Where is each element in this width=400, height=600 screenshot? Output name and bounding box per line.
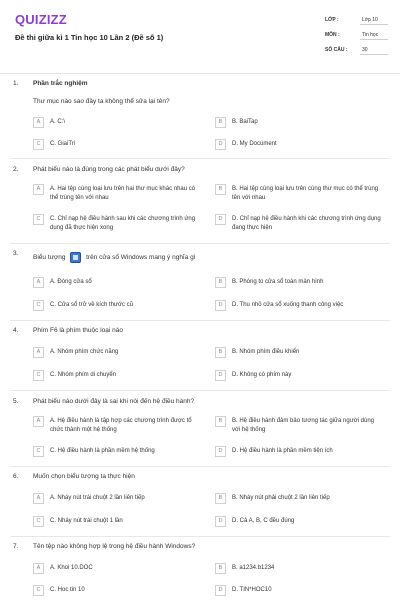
- option-letter-box: D: [215, 139, 226, 150]
- option-text: B. a1234.b1234: [232, 565, 275, 571]
- class-label: LỚP :: [325, 17, 339, 23]
- subject-underline: [360, 39, 388, 40]
- option-text: A. Đóng cửa sổ: [50, 279, 92, 285]
- option-text: C. Nhóm phím di chuyển: [50, 372, 117, 378]
- question-count-value: 30: [362, 47, 368, 53]
- option-letter-box: C: [33, 516, 44, 527]
- question-divider: [10, 158, 390, 159]
- option-text: D. Không có phím này: [232, 372, 292, 378]
- option-text: D. Thu nhỏ cửa sổ xuống thanh công việc: [232, 302, 344, 308]
- option-letter-box: A: [33, 117, 44, 128]
- option-text: A. Hai tệp cùng loại lưu trên hai thư mục khác nhau có thể trùng tên với nhau: [50, 186, 196, 201]
- question-number: 4.: [13, 327, 19, 334]
- option-letter-box: C: [33, 585, 44, 596]
- question-number: 5.: [13, 398, 19, 405]
- option-text: A. Nhóm phím chức năng: [50, 349, 119, 355]
- option-text: B. Hai tệp cùng loại lưu trên cùng thư mục có thể trùng tên với nhau: [232, 186, 379, 201]
- question-text-after: trên cửa sổ Windows mang ý nghĩa gì: [86, 254, 196, 262]
- question-text-before: Biểu tượng: [33, 254, 66, 262]
- class-underline: [360, 24, 388, 25]
- option-letter-box: D: [215, 214, 226, 225]
- question-divider: [10, 466, 390, 467]
- option-text: D. Cả A, B, C đều đúng: [232, 518, 295, 524]
- option-letter-box: D: [215, 516, 226, 527]
- option-letter-box: A: [33, 416, 44, 427]
- question-number: 3.: [13, 250, 19, 257]
- quizizz-logo: QUIZIZZ: [15, 12, 67, 27]
- subject-value: Tin học: [362, 32, 379, 38]
- option-text: A. Khoi 10.DOC: [50, 565, 93, 571]
- question-text: Phát biểu nào dưới đây là sai khi nói đến hệ điều hành?: [33, 398, 195, 405]
- option-text: B. Nháy nút phải chuột 2 lần liên tiếp: [232, 495, 330, 501]
- question-text: Phím F6 là phím thuộc loại nào: [33, 327, 123, 334]
- worksheet-title: Đề thi giữa kì 1 Tin học 10 Lần 2 (Đề số 1): [15, 33, 164, 42]
- option-text: B. Nhóm phím điều khiển: [232, 349, 300, 355]
- subject-label: MÔN :: [325, 32, 340, 38]
- question-divider: [10, 320, 390, 321]
- option-text: D. TIN*HOC10: [232, 587, 272, 593]
- option-text: C. GiaiTri: [50, 141, 76, 147]
- option-text: B. BaiTap: [232, 119, 258, 125]
- option-letter-box: A: [33, 277, 44, 288]
- question-count-underline: [360, 54, 388, 55]
- option-letter-box: B: [215, 347, 226, 358]
- option-text: C. Hệ điều hành là phần mềm hệ thống: [50, 448, 155, 454]
- question-divider: [10, 536, 390, 537]
- question-count-label: SỐ CÂU :: [325, 47, 348, 53]
- option-letter-box: C: [33, 214, 44, 225]
- option-text: D. My Document: [232, 141, 277, 147]
- question-text: Phát biểu nào là đúng trong các phát biểu dưới đây?: [33, 166, 185, 173]
- option-letter-box: D: [215, 370, 226, 381]
- option-text: C. Cửa sổ trở về kích thước cũ: [50, 302, 133, 308]
- question-divider: [10, 243, 390, 244]
- option-text: C. Hoc tin 10: [50, 587, 85, 593]
- option-text: A. Hệ điều hành là tập hợp các chương trình được tổ chức thành một hệ thống: [50, 418, 192, 433]
- option-text: B. Phóng to cửa sổ toàn màn hình: [232, 279, 324, 285]
- option-letter-box: B: [215, 416, 226, 427]
- option-text: C. Chỉ nạp hệ điều hành sau khi các chương trình ứng dụng đã thực hiện xong: [50, 216, 196, 231]
- option-letter-box: A: [33, 493, 44, 504]
- option-letter-box: D: [215, 585, 226, 596]
- section-title: Phần trắc nghiệm: [33, 80, 88, 87]
- option-letter-box: A: [33, 347, 44, 358]
- option-letter-box: C: [33, 300, 44, 311]
- question-number: 2.: [13, 166, 19, 173]
- question-text: Tên tệp nào không hợp lệ trong hệ điều hành Windows?: [33, 543, 196, 550]
- option-letter-box: A: [33, 184, 44, 195]
- option-letter-box: D: [215, 300, 226, 311]
- option-text: A. Nháy nút trái chuột 2 lần liên tiếp: [50, 495, 145, 501]
- option-letter-box: B: [215, 117, 226, 128]
- question-text: Muốn chọn biểu tượng ta thực hiện: [33, 473, 135, 480]
- option-text: B. Hệ điều hành đảm bảo tương tác giữa người dùng với hệ thống: [232, 418, 375, 433]
- question-number: 7.: [13, 543, 19, 550]
- option-text: C. Nháy nút trái chuột 1 lần: [50, 518, 123, 524]
- question-divider: [10, 390, 390, 391]
- option-text: A. C:\: [50, 119, 66, 125]
- option-letter-box: B: [215, 277, 226, 288]
- option-letter-box: C: [33, 139, 44, 150]
- option-letter-box: C: [33, 446, 44, 457]
- option-letter-box: D: [215, 446, 226, 457]
- option-letter-box: C: [33, 370, 44, 381]
- window-maximize-icon: [70, 252, 81, 263]
- question-text: [33, 252, 196, 263]
- option-letter-box: B: [215, 184, 226, 195]
- option-text: D. Hệ điều hành là phần mềm tiện ích: [232, 448, 333, 454]
- option-letter-box: B: [215, 563, 226, 574]
- question-number: 6.: [13, 473, 19, 480]
- question-text: Thư mục nào sao đây ta không thể sửa lại tên?: [33, 98, 170, 105]
- worksheet-header: [0, 0, 400, 74]
- section-number: 1.: [13, 80, 19, 87]
- class-value: Lớp 10: [362, 17, 378, 23]
- option-text: D. Chỉ nạp hệ điều hành khi các chương trình ứng dụng đang thực hiện: [232, 216, 381, 231]
- option-letter-box: A: [33, 563, 44, 574]
- option-letter-box: B: [215, 493, 226, 504]
